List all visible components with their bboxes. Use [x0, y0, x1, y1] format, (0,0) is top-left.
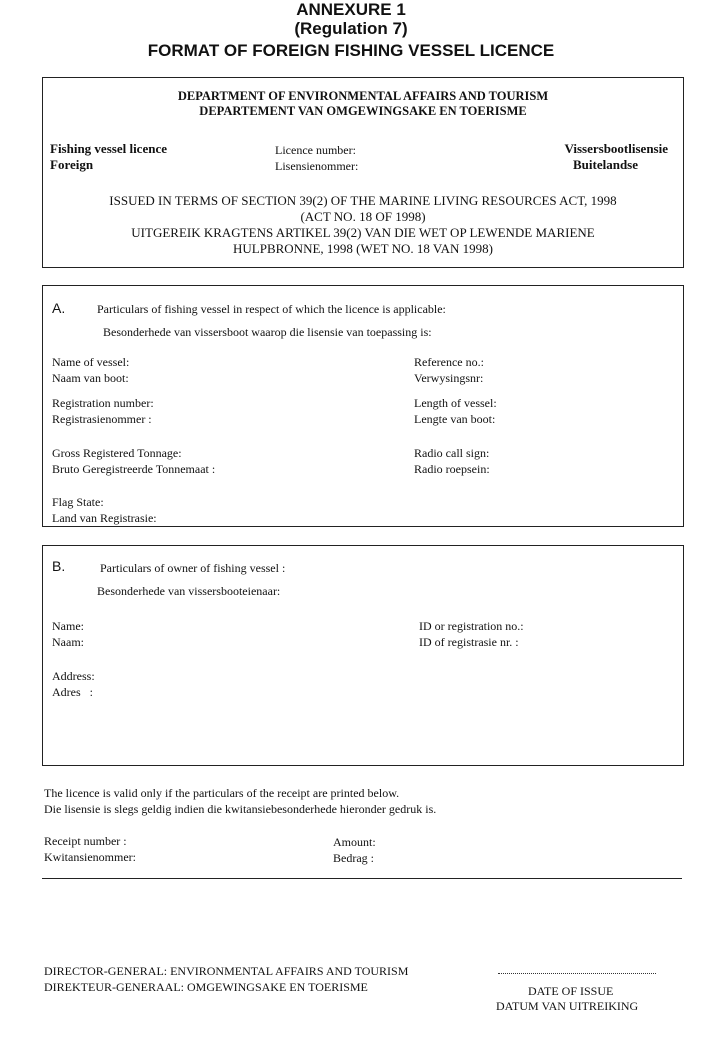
gross-tonnage-label-en: Gross Registered Tonnage:: [52, 446, 182, 460]
licence-type-en: Fishing vessel licence: [50, 141, 167, 156]
licence-number-label-en: Licence number:: [275, 143, 356, 157]
flag-state-label-en: Flag State:: [52, 495, 104, 509]
section-b-heading-en: Particulars of owner of fishing vessel :: [100, 561, 286, 575]
director-general-af: DIREKTEUR-GENERAAL: OMGEWINGSAKE EN TOERISME: [44, 980, 368, 994]
section-a-letter: A.: [52, 300, 66, 316]
date-of-issue-label-en: DATE OF ISSUE: [528, 984, 614, 998]
amount-label-af: Bedrag :: [333, 851, 374, 865]
date-of-issue-label-af: DATUM VAN UITREIKING: [496, 999, 639, 1013]
registration-number-label-en: Registration number:: [52, 396, 154, 410]
registration-number-label-af: Registrasienommer :: [52, 412, 152, 426]
owner-address-label-af: Adres :: [52, 685, 93, 699]
vessel-name-label-af: Naam van boot:: [52, 371, 129, 385]
amount-label-en: Amount:: [333, 835, 376, 849]
vessel-length-label-en: Length of vessel:: [414, 396, 497, 410]
owner-address-label-en: Address:: [52, 669, 95, 683]
section-a-heading-en: Particulars of fishing vessel in respect of which the licence is applicable:: [97, 302, 446, 316]
regulation-heading: (Regulation 7): [294, 19, 408, 38]
director-general-en: DIRECTOR-GENERAL: ENVIRONMENTAL AFFAIRS AND TOURISM: [44, 964, 409, 978]
gross-tonnage-label-af: Bruto Geregistreerde Tonnemaat :: [52, 462, 216, 476]
owner-id-label-af: ID of registrasie nr. :: [419, 635, 519, 649]
issued-terms-en-2: (ACT NO. 18 OF 1998): [300, 209, 426, 224]
receipt-note-af: Die lisensie is slegs geldig indien die kwitansiebesonderhede hieronder gedruk is.: [44, 802, 437, 816]
receipt-number-label-af: Kwitansienommer:: [44, 850, 136, 864]
receipt-divider: [42, 878, 682, 879]
owner-name-label-en: Name:: [52, 619, 84, 633]
licence-number-label-af: Lisensienommer:: [275, 159, 359, 173]
vessel-name-label-en: Name of vessel:: [52, 355, 130, 369]
reference-number-label-af: Verwysingsnr:: [414, 371, 484, 385]
licence-foreign-af: Buitelandse: [572, 157, 638, 172]
section-b-letter: B.: [52, 558, 66, 574]
section-b-heading-af: Besonderhede van vissersbooteienaar:: [97, 584, 281, 598]
issued-terms-en-1: ISSUED IN TERMS OF SECTION 39(2) OF THE MARINE LIVING RESOURCES ACT, 1998: [109, 193, 617, 208]
owner-id-label-en: ID or registration no.:: [419, 619, 524, 633]
page-title: FORMAT OF FOREIGN FISHING VESSEL LICENCE: [147, 41, 555, 60]
section-b-box: [42, 545, 684, 766]
issued-terms-af-1: UITGEREIK KRAGTENS ARTIKEL 39(2) VAN DIE WET OP LEWENDE MARIENE: [131, 225, 595, 240]
annexure-heading: ANNEXURE 1: [296, 0, 406, 19]
department-name-en: DEPARTMENT OF ENVIRONMENTAL AFFAIRS AND TOURISM: [177, 89, 549, 103]
section-a-heading-af: Besonderhede van vissersboot waarop die lisensie van toepassing is:: [103, 325, 432, 339]
licence-foreign-en: Foreign: [50, 157, 94, 172]
flag-state-label-af: Land van Registrasie:: [52, 511, 157, 525]
date-signature-line: [498, 973, 656, 974]
radio-call-sign-label-en: Radio call sign:: [414, 446, 490, 460]
issued-terms-af-2: HULPBRONNE, 1998 (WET NO. 18 VAN 1998): [233, 241, 493, 256]
vessel-length-label-af: Lengte van boot:: [414, 412, 496, 426]
licence-type-af: Vissersbootlisensie: [564, 141, 668, 156]
reference-number-label-en: Reference no.:: [414, 355, 484, 369]
receipt-number-label-en: Receipt number :: [44, 834, 127, 848]
owner-name-label-af: Naam:: [52, 635, 84, 649]
department-name-af: DEPARTEMENT VAN OMGEWINGSAKE EN TOERISME: [199, 104, 527, 118]
receipt-note-en: The licence is valid only if the particulars of the receipt are printed below.: [44, 786, 400, 800]
radio-call-sign-label-af: Radio roepsein:: [414, 462, 490, 476]
